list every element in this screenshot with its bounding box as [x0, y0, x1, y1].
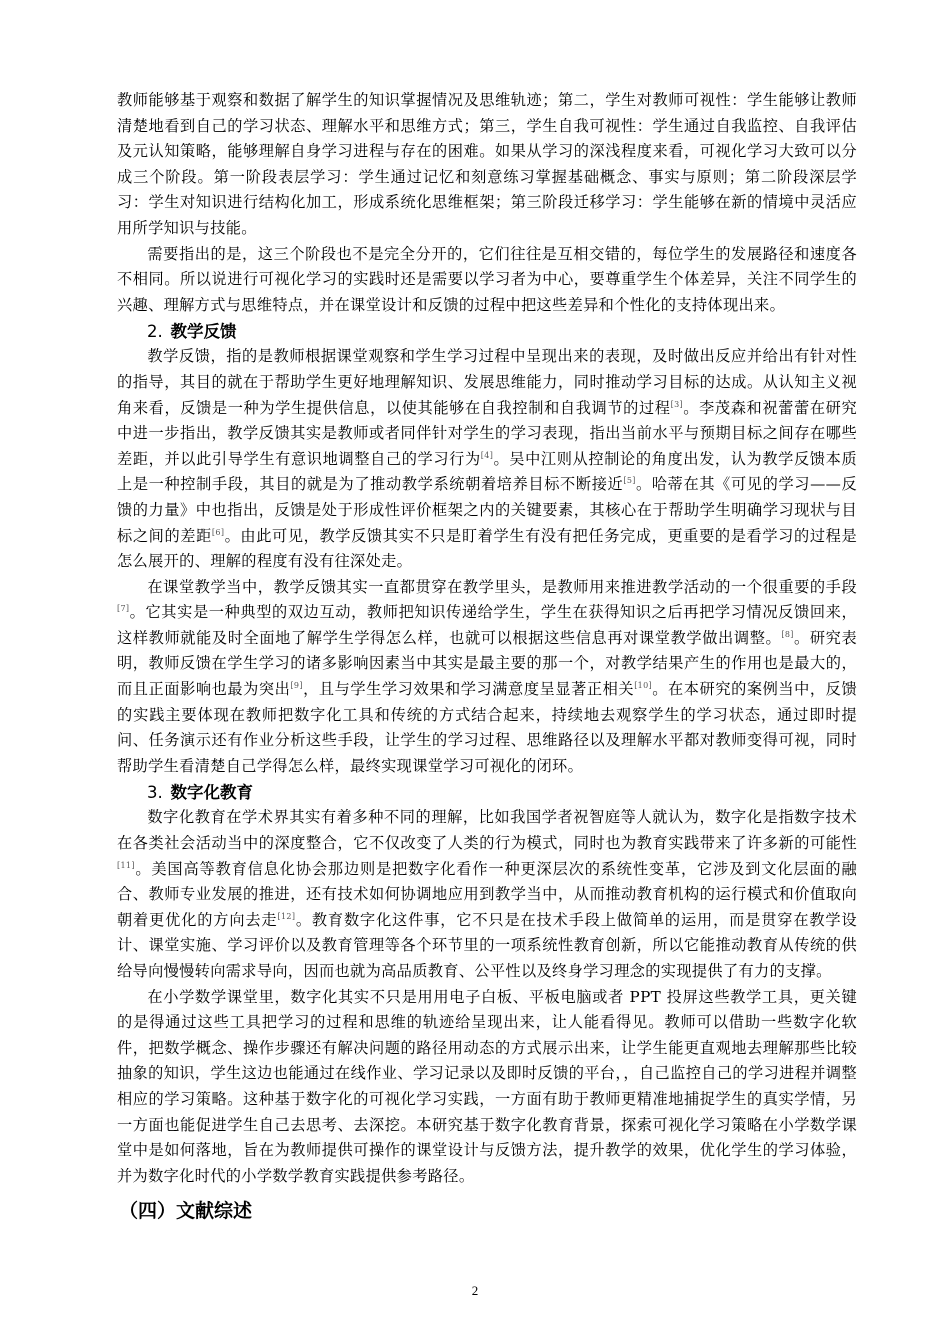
- citation-ref: [12]: [277, 911, 296, 921]
- citation-ref: [8]: [781, 629, 794, 639]
- text-span: ，且与学生学习效果和学习满意度呈显著正相关: [302, 680, 635, 699]
- text-span: 。李茂森和祝蕾蕾在研究中进一步指出，教学反馈其实是教师或者同伴针对学生的学习表现，指出当前水平与预期目标之间存在哪些差距，并以此引导学生有意识地调整自己的学习行为: [117, 398, 857, 468]
- text-span: 。吴中江则从控制论的角度出发，认为教学反馈本质上是一种控制手段，其目的就是为了推动教学系统朝着培养目标不断接近: [117, 449, 857, 494]
- section-number: 3.: [147, 783, 163, 803]
- text-span: 教学反馈，指的是教师根据课堂观察和学生学习过程中呈现出来的表现，及时做出反应并给出有针对性的指导，其目的就在于帮助学生更好地理解知识、发展思维能力，同时推动学习目标的达成。从认知主义视角来看，反馈是一种为学生提供信息，以使其能够在自我控制和自我调节的过程: [117, 347, 857, 417]
- text-span: 。在本研究的案例当中，反馈的实践主要体现在教师把数字化工具和传统的方式结合起来，持续地去观察学生的学习状态，通过即时提问、任务演示还有作业分析这些手段，让学生的学习过程、思维路径以及理解水平都对教师变得可视，同时帮助学生看清楚自己学得怎么样，最终实现课堂学习可视化的闭环。: [117, 680, 857, 775]
- text-span: 在课堂教学当中，教学反馈其实一直都贯穿在教学里头，是教师用来推进教学活动的一个很重要的手段: [147, 577, 857, 596]
- paragraph-digital-math-classroom: 在小学数学课堂里，数字化其实不只是用用电子白板、平板电脑或者 PPT 投屏这些教学工具，更关键的是得通过这些工具把学习的过程和思维的轨迹给呈现出来，让人能看得见。教师可以借助一些数字化软件，把数学概念、操作步骤还有解决问题的路径用动态的方式展示出来，让学生能更直观地去理解那些比较抽象的知识，学生这边也能通过在线作业、学习记录以及即时反馈的平台，，自己监控自己的学习进程并调整相应的学习策略。这种基于数字化的可视化学习实践，一方面有助于教师更精准地捕捉学生的真实学情，另一方面也能促进学生自己去思考、去深挖。本研究基于数字化教育背景，探索可视化学习策略在小学数学课堂中是如何落地，旨在为教师提供可操作的课堂设计与反馈方法，提升教学的效果，优化学生的学习体验，并为数字化时代的小学数学教育实践提供参考路径。: [117, 987, 857, 1185]
- text-span: 。哈蒂在其《可见的学习——反馈的力量》中也指出，反馈是处于形成性评价框架之内的关键要素，其核心在于帮助学生明确学习现状与目标之间的差距: [117, 475, 857, 545]
- page-number: 2: [471, 1283, 479, 1298]
- citation-ref: [10]: [634, 681, 653, 690]
- paragraph-digital-definition: [117, 805, 857, 984]
- text-span: 。教育数字化这件事，它不只是在技术手段上做简单的运用，而是贯穿在教学设计、课堂实施、学习评价以及教育管理等各个环节里的一项系统性教育创新，所以它能推动教育从传统的供给导向慢慢转向需求导向，因而也就为高品质教育、公平性以及终身学习理念的实现提供了有力的支撑。: [117, 910, 858, 980]
- section-heading-literature-review: （四）文献综述: [119, 1200, 253, 1223]
- section-heading-teaching-feedback: [117, 319, 857, 344]
- citation-ref: [11]: [117, 860, 135, 870]
- text-span: 。研究表明，教师反馈在学生学习的诸多影响因素当中其实是最主要的那一个，对教学结果产生的作用也是最大的，而且正面影响也最为突出: [117, 628, 858, 699]
- citation-ref: [6]: [211, 527, 225, 537]
- citation-ref: [3]: [670, 399, 683, 409]
- citation-ref: [4]: [480, 450, 494, 460]
- text-span: 。美国高等教育信息化协会那边则是把数字化看作一种更深层次的系统性变革，它涉及到文化层面的融合、教师专业发展的推进，还有技术如何协调地应用到教学当中，从而推动教育机构的运行模式和价值取向朝着更优化的方向去走: [117, 859, 857, 929]
- paragraph-visibility-stages: 教师能够基于观察和数据了解学生的知识掌握情况及思维轨迹；第二，学生对教师可视性：学生能够让教师清楚地看到自己的学习状态、理解水平和思维方式；第三，学生自我可视性：学生通过自我监控、自我评估及元认知策略，能够理解自身学习进程与存在的困难。如果从学习的深浅程度来看，可视化学习大致可以分成三个阶段。第一阶段表层学习：学生通过记忆和刻意练习掌握基础概念、事实与原则；第二阶段深层学习：学生对知识进行结构化加工，形成系统化思维框架；第三阶段迁移学习：学生能够在新的情境中灵活应用所学知识与技能。: [117, 91, 857, 237]
- citation-ref: [9]: [290, 681, 303, 690]
- text-span: 。由此可见，教学反馈其实不只是盯着学生有没有把任务完成，更重要的是看学习的过程是怎么展开的、理解的程度有没有往深处走。: [117, 526, 857, 571]
- citation-ref: [7]: [117, 604, 130, 614]
- section-title: 教学反馈: [170, 322, 237, 342]
- paragraph-learner-centered: 需要指出的是，这三个阶段也不是完全分开的，它们往往是互相交错的，每位学生的发展路径和速度各不相同。所以说进行可视化学习的实践时还是需要以学习者为中心，要尊重学生个体差异，关注不同学生的兴趣、理解方式与思维特点，并在课堂设计和反馈的过程中把这些差异和个性化的支持体现出来。: [117, 244, 857, 314]
- page-body: [117, 88, 857, 1226]
- paragraph-feedback-classroom: [117, 575, 857, 780]
- section-number: 2.: [147, 322, 163, 342]
- text-span: 。它其实是一种典型的双边互动，教师把知识传递给学生，学生在获得知识之后再把学习情况反馈回来，这样教师就能及时全面地了解学生学得怎么样，也就可以根据这些信息再对课堂教学做出调整。: [117, 603, 857, 647]
- section-title: 数字化教育: [170, 783, 253, 803]
- text-span: 数字化教育在学术界其实有着多种不同的理解，比如我国学者祝智庭等人就认为，数字化是指数字技术在各类社会活动当中的深度整合，它不仅改变了人类的行为模式，同时也为教育实践带来了许多新的可能性: [117, 808, 857, 853]
- section-heading-digital-education: [117, 780, 857, 805]
- paragraph-feedback-definition: [117, 344, 857, 574]
- citation-ref: [5]: [623, 476, 636, 486]
